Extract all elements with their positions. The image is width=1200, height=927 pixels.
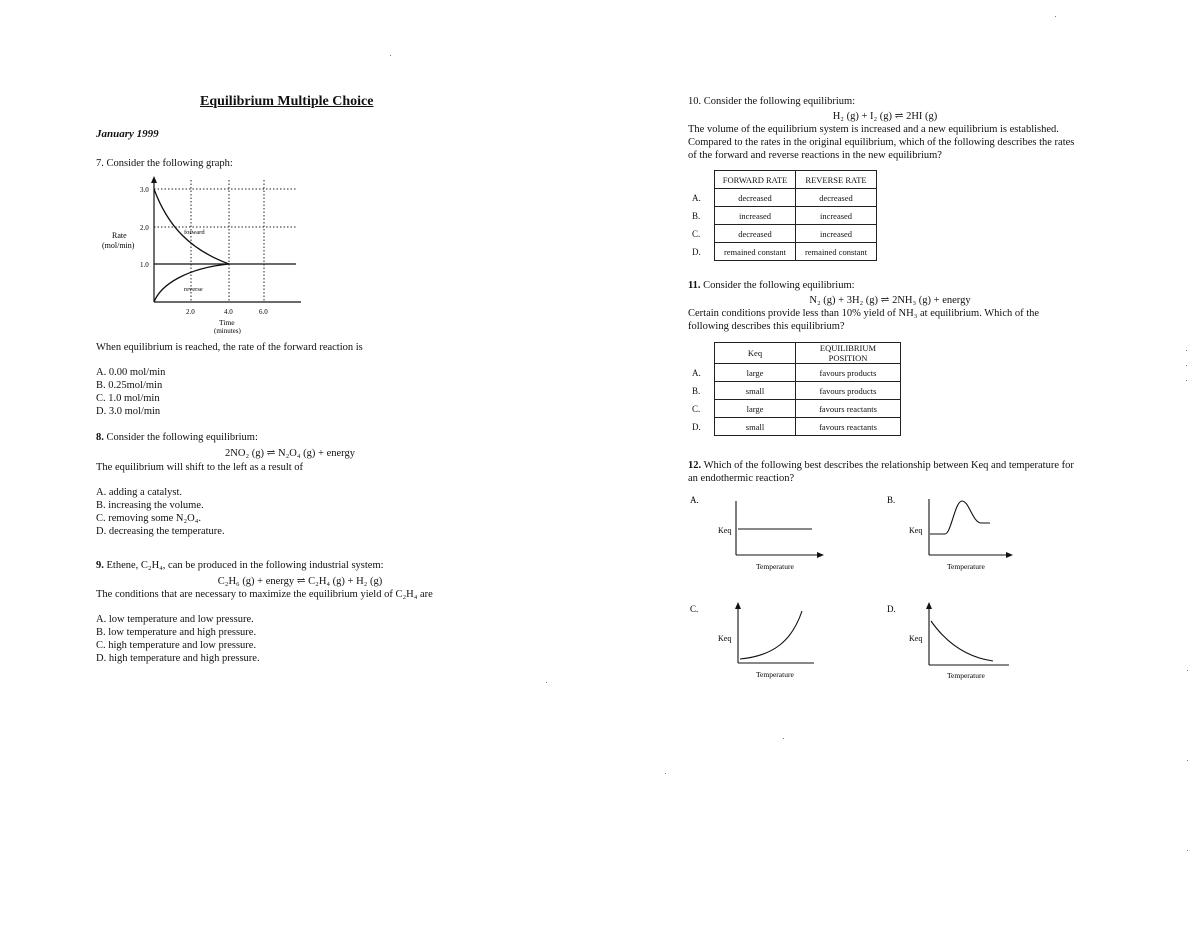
q11-question: Certain conditions provide less than 10% yield of NH₃ at equilibrium. Which of the following describes this equilibrium? [688,308,1040,332]
q12-stem [688,459,1078,485]
q10-equation: H₂ (g) + I₂ (g) ⇌ 2HI (g) [832,111,938,122]
q7-xtick-2: 2.0 [186,308,195,316]
q7-xlabel-units: (minutes) [214,327,241,334]
q10-row-a-reverse: decreased [796,189,877,207]
table-row [688,189,877,207]
q9-option-b: B. low temperature and high pressure. [96,627,257,638]
q8-stem-text: Consider the following equilibrium: [106,432,258,443]
q11-row-a-label: A. [692,367,701,378]
q7-ytick-3: 3.0 [140,186,149,194]
q7-number: 7. [96,158,104,169]
q7-ylabel-units: (mol/min) [102,241,135,250]
q7-options [96,366,165,418]
q9-option-a: A. low temperature and low pressure. [96,614,254,625]
q12-graph-a-x-arrow [817,552,824,558]
scan-speck [546,682,547,683]
q12-graph-b-xlabel: Temperature [947,562,985,571]
q12-graph-c-ylabel: Keq [718,634,732,643]
q12-graph-a [688,493,838,575]
q7-xtick-4: 4.0 [224,308,233,316]
q11-row-a-keq: large [715,364,796,382]
scan-speck [1187,760,1188,761]
q12-graph-d-curve [931,621,993,661]
q9-stem [96,559,384,572]
q10-row-c-label: C. [692,228,701,239]
q7-option-a: A. 0.00 mol/min [96,367,166,378]
q7-question: When equilibrium is reached, the rate of the forward reaction is [96,342,363,353]
q9-option-c: C. high temperature and low pressure. [96,640,257,651]
q11-row-b-keq: small [715,382,796,400]
q7-option-b: B. 0.25mol/min [96,380,163,391]
q10-stem-text: Consider the following equilibrium: [703,96,856,107]
q7-xlabel-time: Time [219,318,235,327]
q11-equation: N₂ (g) + 3H₂ (g) ⇌ 2NH₃ (g) + energy [809,295,971,306]
q12-graph-c-label: C. [690,604,699,614]
table-row [688,382,901,400]
q10-question: The volume of the equilibrium system is increased and a new equilibrium is established. Compared to the rates in the original equilibrium, which of the following describes the rates of the forward and reverse reactions in the new equilibrium? [688,124,1075,161]
q10-row-c-forward: decreased [715,225,796,243]
q11-row-b-position: favours products [796,382,901,400]
q12-graph-d-label: D. [887,604,896,614]
q11-row-d-position: favours reactants [796,418,901,436]
q10-row-d-reverse: remained constant [796,243,877,261]
scan-speck [665,773,666,774]
q12-graph-d-xlabel: Temperature [947,671,985,680]
q9-option-d: D. high temperature and high pressure. [96,653,260,664]
q11-row-b-label: B. [692,385,701,396]
q12-stem-text: Which of the following best describes the relationship between Keq and temperature for an endothermic reaction? [688,460,1074,484]
q11-header-blank [688,343,715,364]
q12-graph-c-xlabel: Temperature [756,670,794,679]
scan-speck [1055,16,1056,17]
q8-option-b: B. increasing the volume. [96,500,204,511]
q7-option-c: C. 1.0 mol/min [96,393,160,404]
q10-number: 10. [688,96,702,107]
q7-rate-graph [96,172,316,334]
scan-speck [1186,350,1187,351]
q9-question: The conditions that are necessary to maximize the equilibrium yield of C₂H₄ are [96,589,433,600]
q12-graph-c-y-arrow [735,602,741,609]
q10-header-forward: FORWARD RATE [715,171,796,189]
q11-number: 11. [688,280,701,291]
q11-row-d-label: D. [692,421,701,432]
q10-row-b-forward: increased [715,207,796,225]
q12-graph-c [688,601,838,683]
q10-row-c-reverse: increased [796,225,877,243]
q7-ylabel-rate: Rate [112,231,127,240]
q7-xtick-6: 6.0 [259,308,268,316]
q11-row-c-label: C. [692,403,701,414]
table-row [688,400,901,418]
q11-table [688,342,901,436]
scan-speck [390,55,391,56]
table-row [688,225,877,243]
q10-row-b-label: B. [692,210,701,221]
q9-options [96,613,260,665]
q8-question: The equilibrium will shift to the left as a result of [96,462,304,473]
q8-stem [96,431,258,444]
table-row [688,418,901,436]
q12-graph-b-x-arrow [1006,552,1013,558]
page-title: Equilibrium Multiple Choice [200,94,374,109]
q8-number: 8. [96,432,104,443]
q7-ytick-2: 2.0 [140,224,149,232]
q12-graph-b-ylabel: Keq [909,526,923,535]
q11-stem-text: Consider the following equilibrium: [703,280,855,291]
q7-stem [96,157,233,170]
q7-stem-text: Consider the following graph: [106,158,233,169]
q11-row-c-position: favours reactants [796,400,901,418]
q11-stem [688,279,855,292]
q12-graph-b [885,493,1035,575]
scan-speck [1187,670,1188,671]
q11-row-d-keq: small [715,418,796,436]
q10-row-d-label: D. [692,246,701,257]
q12-graph-d-ylabel: Keq [909,634,923,643]
table-row [688,364,901,382]
q12-graph-d-y-arrow [926,602,932,609]
q10-row-b-reverse: increased [796,207,877,225]
q12-number: 12. [688,460,702,471]
q11-row-a-position: favours products [796,364,901,382]
scan-speck [1186,380,1187,381]
q12-graph-b-label: B. [887,495,896,505]
q8-options [96,486,225,538]
q9-stem-text: Ethene, C₂H₄, can be produced in the following industrial system: [106,560,384,571]
table-row [688,207,877,225]
q8-option-c: C. removing some N₂O₄. [96,513,202,524]
q11-row-c-keq: large [715,400,796,418]
q8-equation: 2NO₂ (g) ⇌ N₂O₄ (g) + energy [225,448,355,459]
q7-option-d: D. 3.0 mol/min [96,406,161,417]
q12-graph-d [885,601,1035,683]
q10-table [688,170,877,261]
q10-header-blank [688,171,715,189]
q10-stem [688,95,855,108]
q10-row-a-forward: decreased [715,189,796,207]
exam-date: January 1999 [96,128,159,140]
q11-table-header [688,343,901,364]
q11-header-position: EQUILIBRIUM POSITION [796,343,901,364]
q12-graph-c-curve [740,611,802,659]
scan-speck [1186,365,1187,366]
q10-row-a-label: A. [692,192,701,203]
q11-header-keq: Keq [715,343,796,364]
q10-table-header [688,171,877,189]
q9-equation: C₂H₆ (g) + energy ⇌ C₂H₄ (g) + H₂ (g) [217,576,383,587]
q12-graph-a-xlabel: Temperature [756,562,794,571]
scan-speck [1187,850,1188,851]
q7-y-arrow [151,176,157,183]
q12-graph-a-ylabel: Keq [718,526,732,535]
q12-graph-a-label: A. [690,495,699,505]
q7-ytick-1: 1.0 [140,261,149,269]
q8-option-a: A. adding a catalyst. [96,487,183,498]
q7-reverse-label: reverse [184,286,203,293]
q10-header-reverse: REVERSE RATE [796,171,877,189]
scan-speck [783,738,784,739]
q9-number: 9. [96,560,104,571]
q8-option-d: D. decreasing the temperature. [96,526,225,537]
table-row [688,243,877,261]
q7-forward-label: forward [184,229,205,236]
q12-graph-b-curve [930,501,990,534]
q10-row-d-forward: remained constant [715,243,796,261]
